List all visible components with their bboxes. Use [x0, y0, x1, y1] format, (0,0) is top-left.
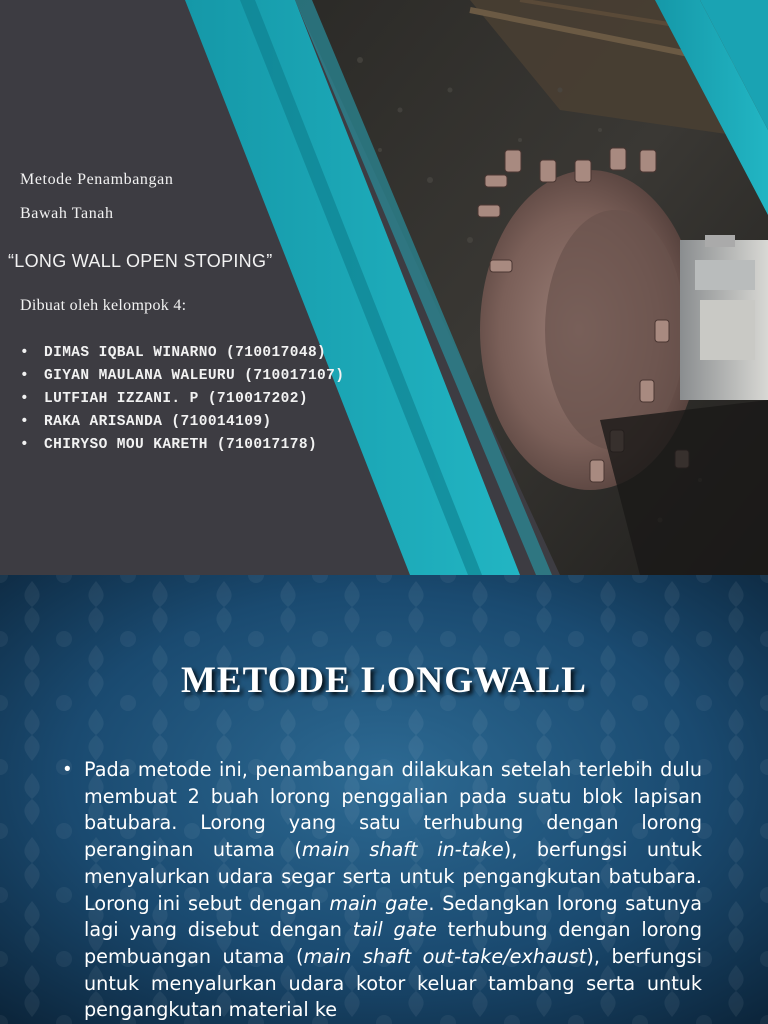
text-run: . Sedangkan lorong satunya lagi yang disebut dengan [84, 891, 702, 942]
bullet-icon: • [20, 391, 30, 407]
bullet-icon: • [20, 437, 30, 453]
body-paragraph [84, 757, 702, 1024]
member-list [20, 344, 344, 459]
subtitle-line-1: Metode Penambangan [20, 171, 174, 188]
slide-heading: METODE LONGWALL [181, 660, 587, 701]
text-run: Pada metode ini, penambangan dilakukan setelah terlebih dulu membuat 2 buah lorong penggalian pada suatu blok lapisan batubara. Lorong yang satu terhubung dengan lorong peranginan utama ( [84, 758, 702, 862]
member-name: GIYAN MAULANA WALEURU (710017107) [44, 368, 345, 384]
text-run: ), berfungsi untuk menyalurkan udara segar serta untuk pengangkutan batubara. Lorong ini sebut dengan [84, 838, 702, 915]
subtitle-line-2: Bawah Tanah [20, 205, 114, 222]
bullet-icon: • [20, 414, 30, 430]
italic-term: main shaft out-take/exhaust [303, 944, 587, 968]
text-run: ), berfungsi untuk menyalurkan udara kotor keluar tambang serta untuk pengangkutan material ke [84, 944, 702, 1022]
member-name: RAKA ARISANDA (710014109) [44, 414, 272, 430]
group-byline: Dibuat oleh kelompok 4: [20, 297, 187, 314]
italic-term: tail gate [352, 918, 437, 942]
member-item [20, 436, 344, 459]
member-name: CHIRYSO MOU KARETH (710017178) [44, 437, 318, 453]
member-item [20, 344, 344, 367]
bullet-icon: • [20, 345, 30, 361]
bullet-icon: • [64, 759, 71, 780]
member-name: DIMAS IQBAL WINARNO (710017048) [44, 345, 327, 361]
italic-term: main shaft in-take [301, 838, 504, 862]
member-item [20, 390, 344, 413]
bullet-icon: • [20, 368, 30, 384]
italic-term: main gate [329, 891, 429, 915]
member-item [20, 413, 344, 436]
slide-title: “LONG WALL OPEN STOPING” [8, 251, 273, 271]
text-run: terhubung dengan lorong pembuangan utama ( [84, 918, 702, 968]
content-slide [0, 575, 768, 1024]
member-item [20, 367, 344, 390]
member-name: LUTFIAH IZZANI. P (710017202) [44, 391, 308, 407]
